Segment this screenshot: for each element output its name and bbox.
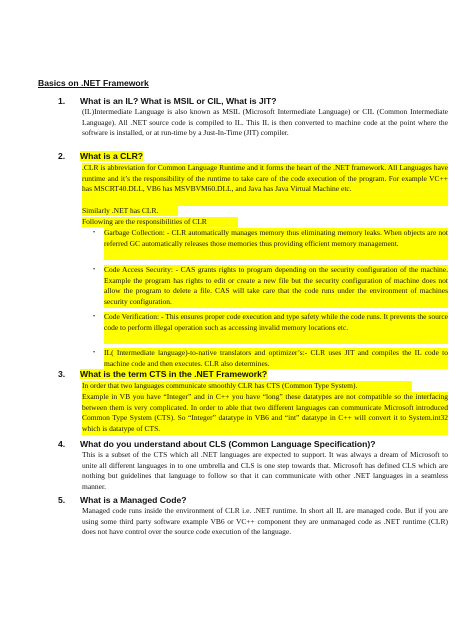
- cts-paragraph-2: Example in VB you have “Integer” and in C++ you have “long” these datatypes are not compatible so the interfacing between them is very complicated. In order to able that two different languages can communicate Microsoft introduced Common Type System (CTS). So “Integer” datatype in VB6 and “int” datatype in C++ will convert it to System.int32 which is datatype of CTS.: [82, 392, 448, 433]
- bullet-gc: •: [93, 230, 96, 236]
- gc-text: Garbage Collection: - CLR automatically manages memory thus eliminating memory leaks. When objects are not referred GC automatically releases those memories thus providing efficient memory management.: [104, 228, 448, 248]
- cas-text: Code Access Security: - CAS grants rights to program depending on the security configuration of the machine. Example the program has rights to edit or create a new file but the security configuration of machine does not allow the program to delete a file. CAS will take care that the code runs under the environment of machines security configuration.: [104, 265, 448, 306]
- question-1-number: 1.: [58, 96, 66, 106]
- document-title: Basics on .NET Framework: [38, 78, 149, 88]
- question-4-text: What do you understand about CLS (Common Language Specification)?: [80, 439, 376, 449]
- question-2-number: 2.: [58, 151, 66, 161]
- following-text: Following are the responsibilities of CLR: [82, 217, 207, 226]
- bullet-verification: •: [93, 314, 96, 320]
- question-3-heading: [58, 369, 267, 379]
- answer-5: Managed code runs inside the environment of CLR i.e. .NET runtime. In short all IL are managed code. But if you are using some third party software example VB6 or VC++ component they are unmanaged code as .NET runtime (CLR) does not have control over the source code execution of the language.: [82, 506, 448, 537]
- answer-2: .CLR is abbreviation for Common Language Runtime and it forms the heart of the .NET framework. All Languages have runtime and it’s the responsibility of the runtime to take care of the code execution of the program. For example VC++ has MSCRT40.DLL, VB6 has MSVBVM60.DLL, and Java has Java Virtual Machine etc.: [82, 163, 448, 194]
- question-5-heading: [58, 495, 186, 505]
- similarly-text: Similarly .NET has CLR.: [82, 206, 159, 215]
- verification-text: Code Verification: - This ensures proper code execution and type safety while the code runs. It prevents the source code to perform illegal operation such as accessing invalid memory locations etc.: [104, 312, 448, 332]
- bullet-cas: •: [93, 267, 96, 273]
- question-3-number: 3.: [58, 369, 66, 379]
- bullet-il: •: [93, 350, 96, 356]
- question-4-number: 4.: [58, 439, 66, 449]
- answer-1: (IL)Intermediate Language is also known as MSIL (Microsoft Intermediate Language) or CIL (Common Intermediate Language). All .NET source code is compiled to IL. This IL is then converted to machine code at the point where the software is installed, or at run-time by a Just-In-Time (JIT) compiler.: [82, 107, 448, 138]
- answer-4: This is a subset of the CTS which all .NET languages are expected to support. It was always a dream of Microsoft to unite all different languages in to one umbrella and CLS is one step towards that. Microsoft has defined CLS which are nothing but guidelines that language to follow so that it can communicate with other .NET languages in a seamless manner.: [82, 450, 448, 491]
- question-5-number: 5.: [58, 495, 66, 505]
- question-3-text: What is the term CTS in the .NET Framework?: [80, 369, 268, 379]
- cts-paragraph-1: In order that two languages communicate smoothly CLR has CTS (Common Type System).: [82, 381, 358, 390]
- question-1-text: What is an IL? What is MSIL or CIL, What is JIT?: [80, 96, 277, 106]
- question-2-heading: [58, 151, 143, 161]
- question-4-heading: [58, 439, 376, 449]
- question-2-text: What is a CLR?: [80, 151, 144, 161]
- question-1-heading: [58, 96, 277, 106]
- question-5-text: What is a Managed Code?: [80, 495, 187, 505]
- il-text: IL( Intermediate language)-to-native translators and optimizer’s:- CLR uses JIT and compiles the IL code to machine code and then executes. CLR also determines.: [104, 348, 448, 368]
